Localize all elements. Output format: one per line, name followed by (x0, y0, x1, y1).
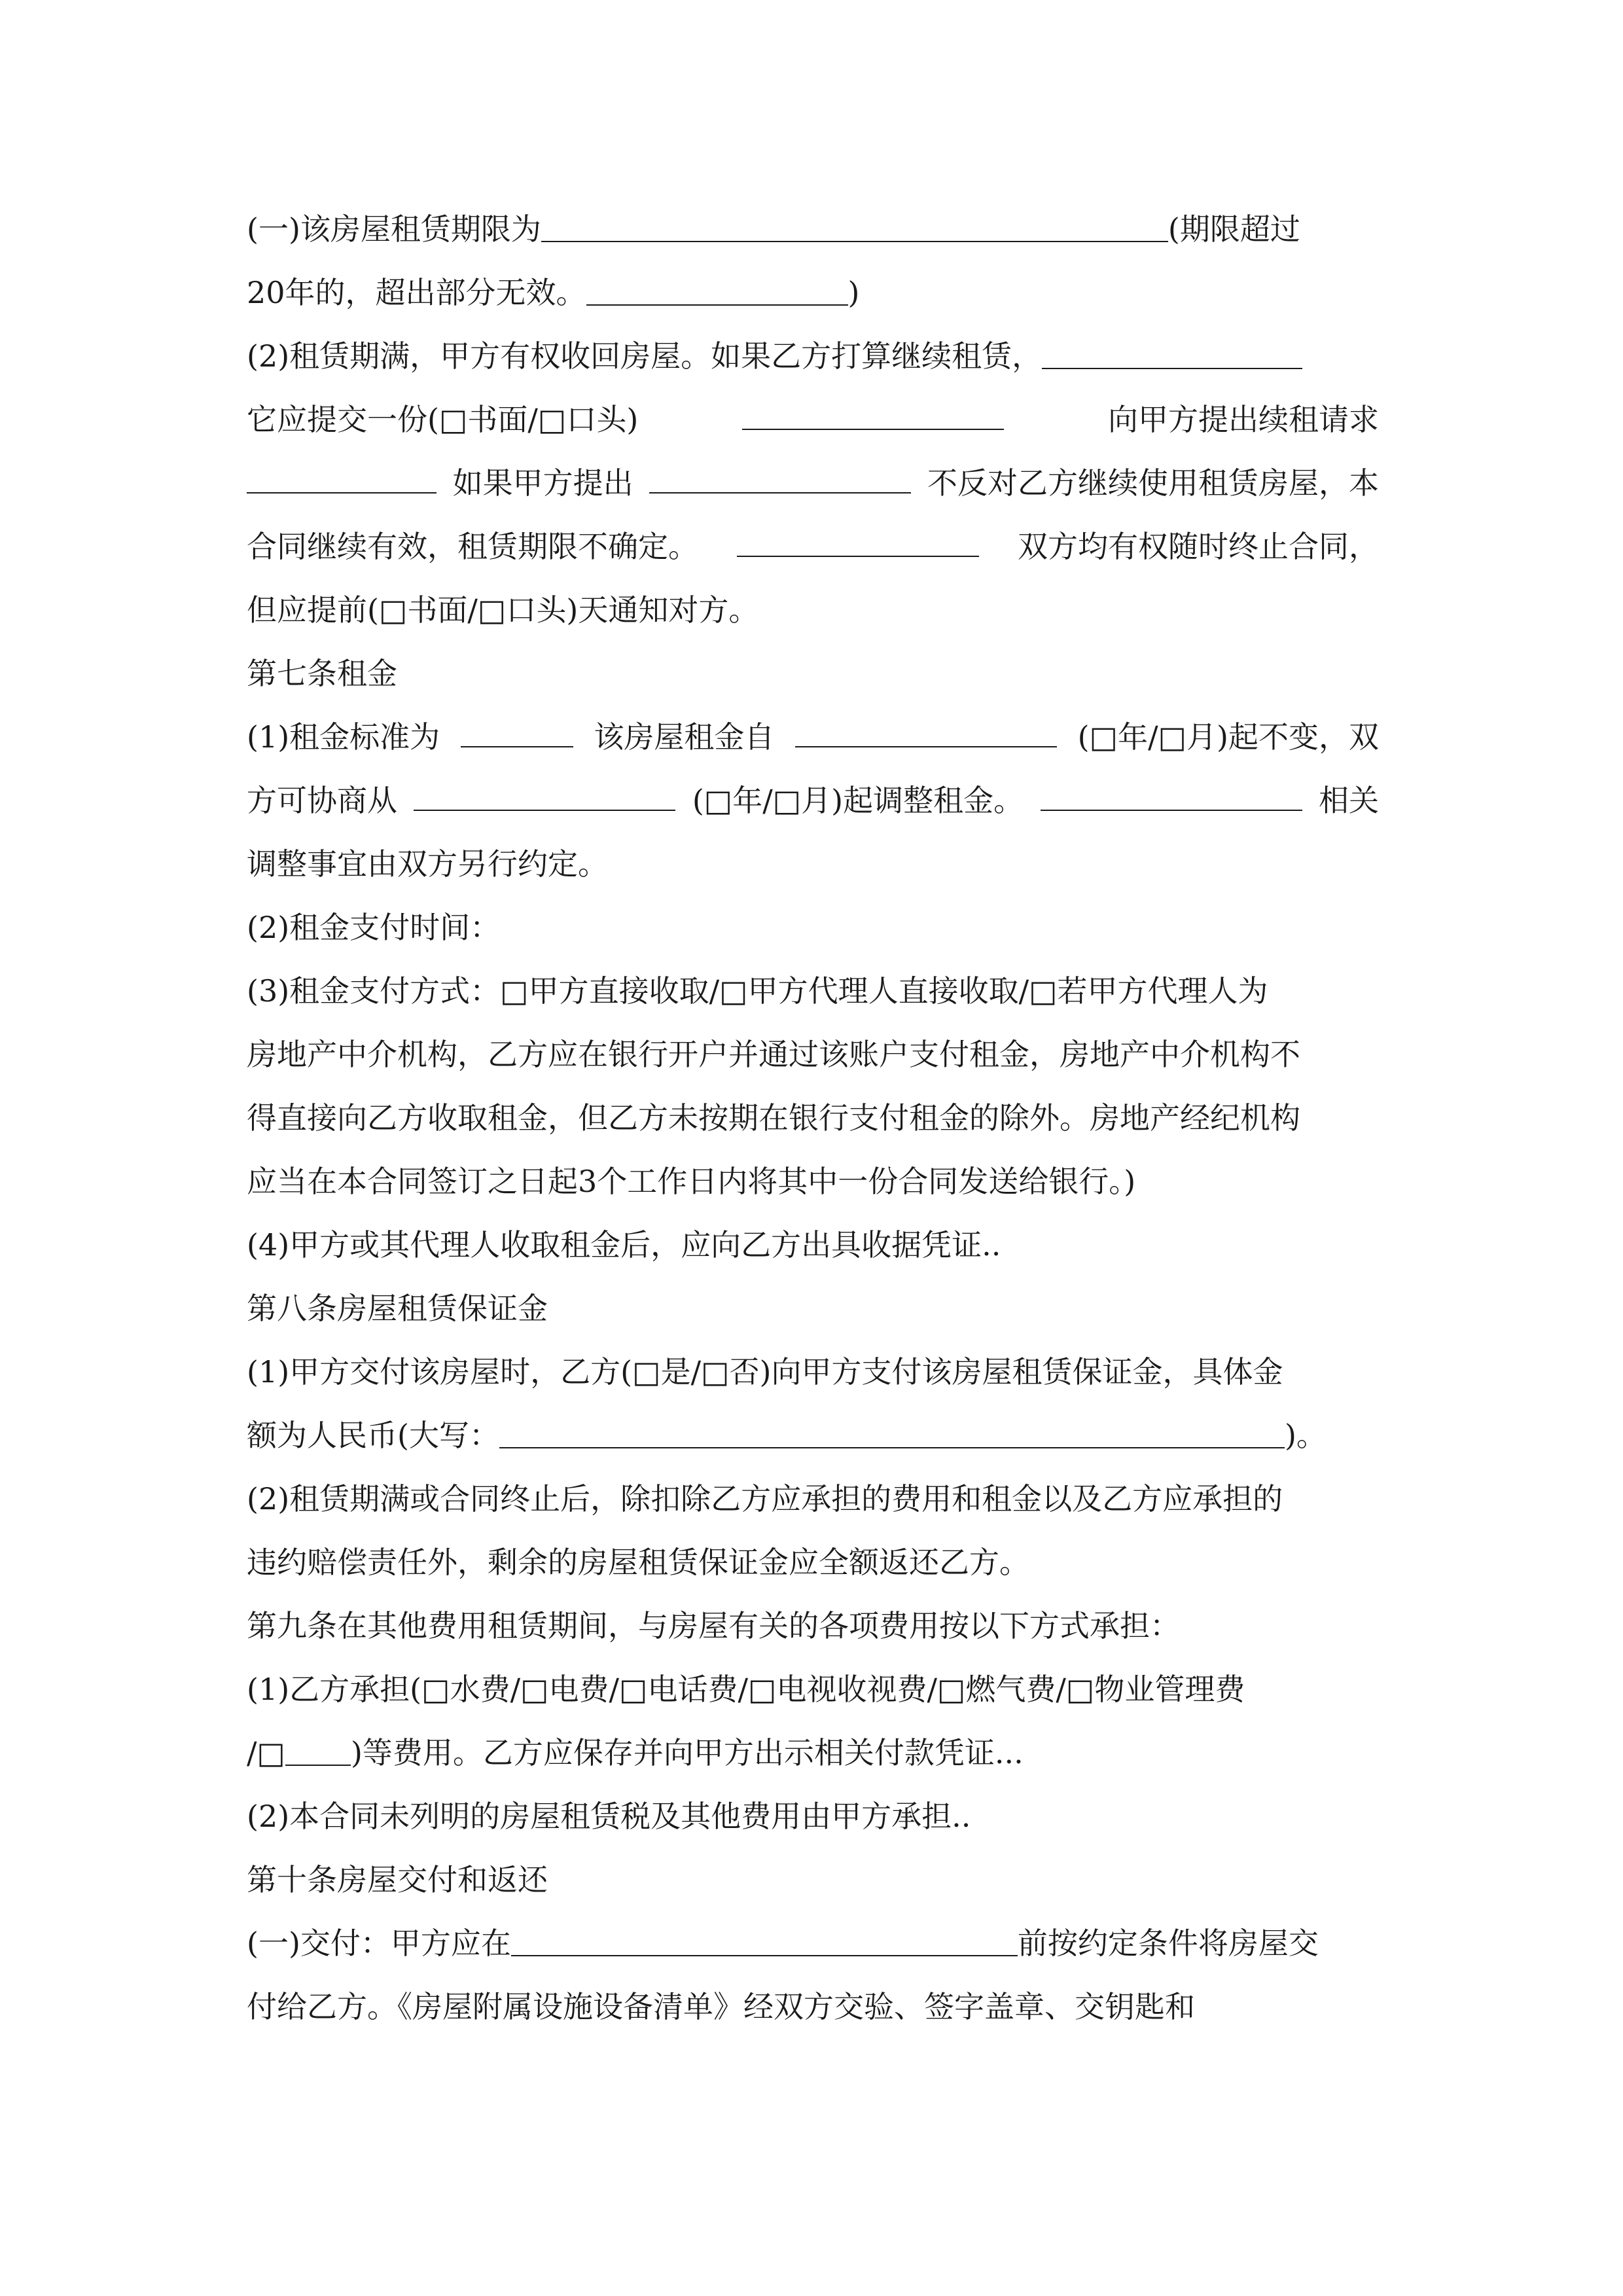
text-line: (2)租金支付时间： (247, 910, 501, 945)
text-line: 它应提交一份(□书面/□口头) 向甲方提出续租请求 (247, 395, 1379, 444)
text-line: (3)租金支付方式：□甲方直接收取/□甲方代理人直接收取/□若甲方代理人为 (247, 973, 1268, 1009)
fill-blank (247, 458, 437, 493)
text-line: (1)租金标准为 该房屋租金自 (□年/□月)起不变，双 (247, 712, 1379, 762)
text-line: /□ )等费用。乙方应保存并向甲方出示相关付款凭证... (247, 1728, 1379, 1778)
text-line: 付给乙方。《房屋附属设施设备清单》经双方交验、签字盖章、交钥匙和 (247, 1989, 1195, 2024)
text-line: 20年的，超出部分无效。 ) (247, 268, 1379, 317)
text-line: (2)本合同未列明的房屋租赁税及其他费用由甲方承担.. (247, 1799, 971, 1834)
fill-blank (414, 776, 675, 811)
text-line: (1)甲方交付该房屋时，乙方(□是/□否)向甲方支付该房屋租赁保证金，具体金 (247, 1354, 1283, 1390)
text-line: (4)甲方或其代理人收取租金后，应向乙方出具收据凭证.. (247, 1227, 1001, 1263)
text-line: 调整事宜由双方另行约定。 (247, 846, 608, 882)
fill-blank (461, 712, 573, 747)
fill-blank (586, 270, 848, 306)
text-line: 房地产中介机构，乙方应在银行开户并通过该账户支付租金，房地产中介机构不 (247, 1037, 1300, 1072)
fill-blank (742, 395, 1004, 430)
text-line: 方可协商从 (□年/□月)起调整租金。 相关 (247, 776, 1379, 825)
text-line: (一)交付：甲方应在 前按约定条件将房屋交 (247, 1918, 1379, 1968)
text-line: 如果甲方提出 不反对乙方继续使用租赁房屋，本 (247, 458, 1379, 508)
text-line: 额为人民币(大写： )。 (247, 1410, 1379, 1460)
text-line: 得直接向乙方收取租金，但乙方未按期在银行支付租金的除外。房地产经纪机构 (247, 1100, 1300, 1136)
fill-blank (541, 207, 1168, 242)
text-line: 违约赔偿责任外，剩余的房屋租赁保证金应全额返还乙方。 (247, 1545, 1029, 1580)
text-line: (2)租赁期满或合同终止后，除扣除乙方应承担的费用和租金以及乙方应承担的 (247, 1481, 1283, 1516)
text-line: (一)该房屋租赁期限为 (期限超过 (247, 204, 1379, 254)
section-heading: 第九条在其他费用租赁期间，与房屋有关的各项费用按以下方式承担： (247, 1608, 1180, 1643)
fill-blank (1041, 776, 1302, 811)
fill-blank (737, 522, 979, 557)
text-line: 应当在本合同签订之日起3个工作日内将其中一份合同发送给银行。) (247, 1164, 1136, 1199)
text-line: 合同继续有效，租赁期限不确定。 双方均有权随时终止合同， (247, 522, 1379, 571)
fill-blank (285, 1731, 351, 1766)
text-line: 但应提前(□书面/□口头)天通知对方。 (247, 592, 759, 628)
fill-blank (511, 1921, 1018, 1956)
fill-blank (649, 458, 911, 493)
fill-blank (499, 1413, 1285, 1448)
text-line: (2)租赁期满，甲方有权收回房屋。如果乙方打算继续租赁， (247, 331, 1379, 381)
section-heading: 第七条租金 (247, 656, 397, 691)
section-heading: 第十条房屋交付和返还 (247, 1862, 548, 1897)
text-line: (1)乙方承担(□水费/□电费/□电话费/□电视收视费/□燃气费/□物业管理费 (247, 1672, 1245, 1707)
fill-blank (1042, 334, 1302, 369)
fill-blank (795, 712, 1057, 747)
document-page (247, 0, 1379, 2296)
section-heading: 第八条房屋租赁保证金 (247, 1291, 548, 1326)
